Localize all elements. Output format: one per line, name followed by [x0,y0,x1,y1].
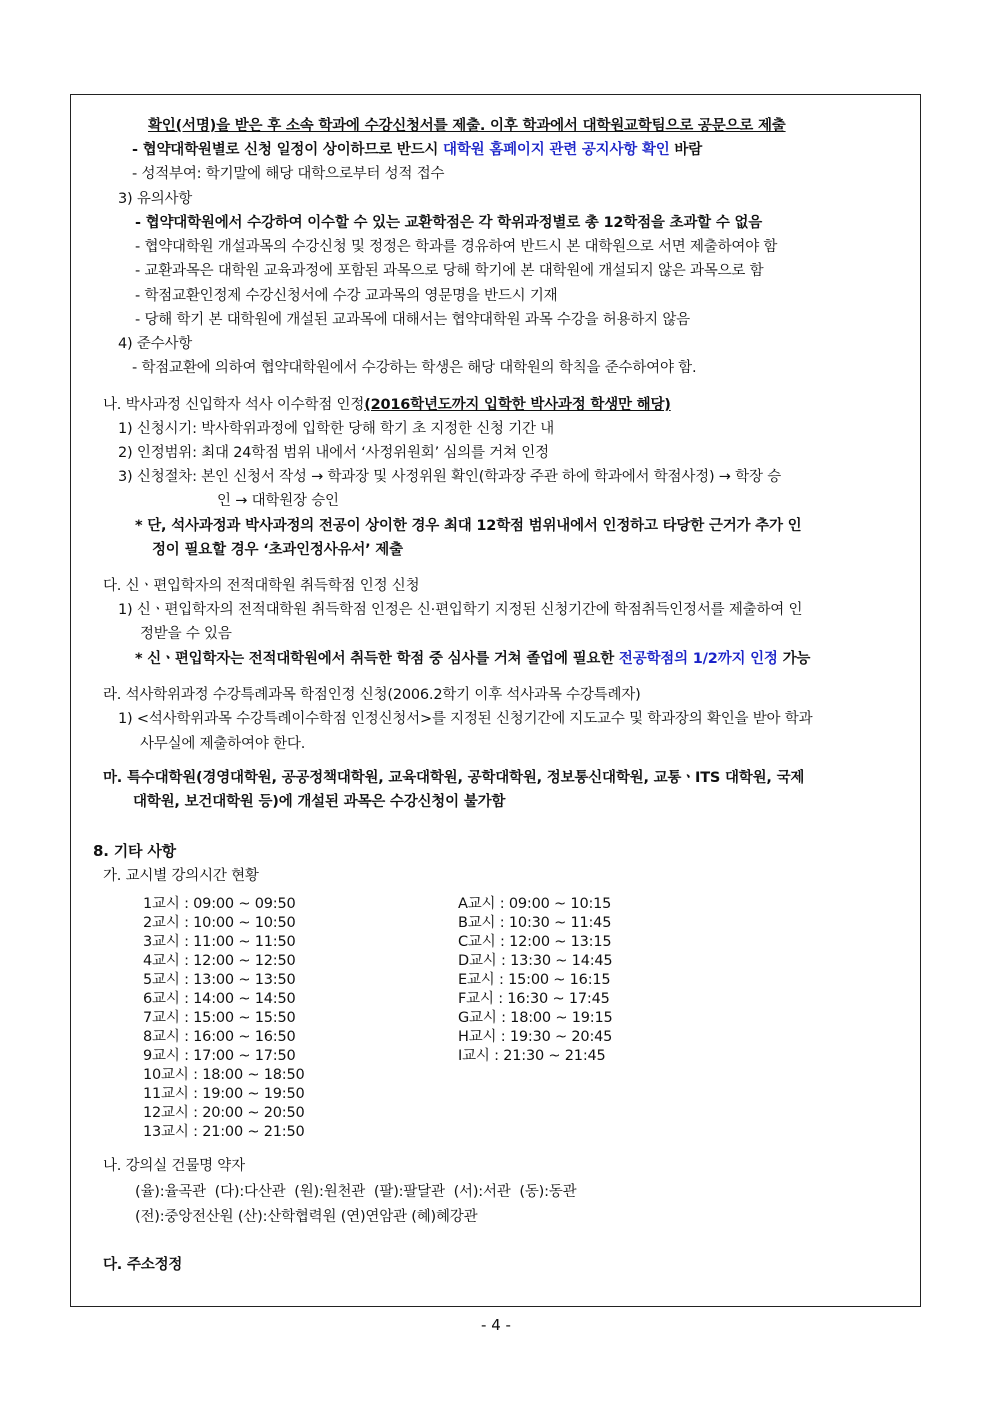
period-row: 1교시 : 09:00 ~ 09:50 [143,896,296,912]
period-row: 3교시 : 11:00 ~ 11:50 [143,934,296,950]
period-row: F교시 : 16:30 ~ 17:45 [458,991,610,1007]
line-na-star: * 단, 석사과정과 박사과정의 전공이 상이한 경우 최대 12학점 범위내에서 인정하고 타당한 근거가 추가 인 [135,518,802,534]
page-number: - 4 - [481,1316,511,1334]
line-grade: - 성적부여: 학기말에 해당 대학으로부터 성적 접수 [132,166,445,182]
section-ga-periods: 가. 교시별 강의시간 현황 [103,868,259,884]
period-column-left [143,894,305,1142]
line-note-5: - 당해 학기 본 대학원에 개설된 교과목에 대해서는 협약대학원 과목 수강을 허용하지 않음 [135,312,690,328]
line-compliance: - 학점교환에 의하여 협약대학원에서 수강하는 학생은 해당 대학원의 학칙을 준수하여야 함. [132,360,697,376]
line-da-1: 1) 신ㆍ편입학자의 전적대학원 취득학점 인정은 신·편입학기 지정된 신청기간에 학점취득인정서를 제출하여 인 [118,602,803,618]
line-buildings-1: (율):율곡관 (다):다산관 (원):원천관 (팔):팔달관 (서):서관 (동):동관 [135,1184,577,1200]
period-row: 2교시 : 10:00 ~ 10:50 [143,915,296,931]
period-row: D교시 : 13:30 ~ 14:45 [458,953,613,969]
period-row: 11교시 : 19:00 ~ 19:50 [143,1086,305,1102]
period-row: 13교시 : 21:00 ~ 21:50 [143,1124,305,1140]
section-ma: 마. 특수대학원(경영대학원, 공공정책대학원, 교육대학원, 공학대학원, 정보통신대학원, 교통ㆍITS 대학원, 국제 [103,770,805,786]
line-buildings-2: (전):중앙전산원 (산):산학협력원 (연)연암관 (혜)혜강관 [135,1209,478,1225]
period-row: B교시 : 10:30 ~ 11:45 [458,915,612,931]
line-da-1-cont: 정받을 수 있음 [140,626,232,642]
period-row: H교시 : 19:30 ~ 20:45 [458,1029,613,1045]
line-schedule-notice: - 협약대학원별로 신청 일정이 상이하므로 반드시 대학원 홈페이지 관련 공지사항 확인 바람 [132,142,703,158]
period-column-right [458,894,613,1066]
line-note-3: - 교환과목은 대학원 교육과정에 포함된 과목으로 당해 학기에 본 대학원에 개설되지 않은 과목으로 함 [135,263,764,279]
period-row: G교시 : 18:00 ~ 19:15 [458,1010,613,1026]
line-na-1: 1) 신청시기: 박사학위과정에 입학한 당해 학기 초 지정한 신청 기간 내 [118,421,555,437]
period-row: E교시 : 15:00 ~ 16:15 [458,972,611,988]
line-ra-1: 1) <석사학위과목 수강특례이수학점 인정신청서>를 지정된 신청기간에 지도교수 및 학과장의 확인을 받아 학과 [118,711,813,727]
heading-compliance: 4) 준수사항 [118,336,193,352]
section-na-buildings: 나. 강의실 건물명 약자 [103,1158,245,1174]
period-row: 9교시 : 17:00 ~ 17:50 [143,1048,296,1064]
line-na-2: 2) 인정범위: 최대 24학점 범위 내에서 ‘사정위원회’ 심의를 거쳐 인정 [118,445,549,461]
section-da-address: 다. 주소정정 [103,1257,183,1273]
period-row: 6교시 : 14:00 ~ 14:50 [143,991,296,1007]
period-row: C교시 : 12:00 ~ 13:15 [458,934,612,950]
period-row: 4교시 : 12:00 ~ 12:50 [143,953,296,969]
line-note-2: - 협약대학원 개설과목의 수강신청 및 정정은 학과를 경유하여 반드시 본 대학원으로 서면 제출하여야 함 [135,239,778,255]
line-confirm-submit: 확인(서명)을 받은 후 소속 학과에 수강신청서를 제출. 이후 학과에서 대학원교학팀으로 공문으로 제출 [148,118,786,134]
line-na-3: 3) 신청절차: 본인 신청서 작성 → 학과장 및 사정위원 확인(학과장 주관 하에 학과에서 학점사정) → 학장 승 [118,469,781,485]
line-da-star: * 신ㆍ편입학자는 전적대학원에서 취득한 학점 중 심사를 거쳐 졸업에 필요한 전공학점의 1/2까지 인정 가능 [135,651,811,667]
period-row: A교시 : 09:00 ~ 10:15 [458,896,612,912]
period-row: I교시 : 21:30 ~ 21:45 [458,1048,606,1064]
heading-misc: 8. 기타 사항 [93,842,176,860]
period-row: 5교시 : 13:00 ~ 13:50 [143,972,296,988]
period-row: 7교시 : 15:00 ~ 15:50 [143,1010,296,1026]
period-row: 10교시 : 18:00 ~ 18:50 [143,1067,305,1083]
section-na: 나. 박사과정 신입학자 석사 이수학점 인정(2016학년도까지 입학한 박사과정 학생만 해당) [103,397,671,413]
line-ra-1-cont: 사무실에 제출하여야 한다. [140,736,306,752]
line-na-star-cont: 정이 필요할 경우 ‘초과인정사유서’ 제출 [152,542,403,558]
period-row: 12교시 : 20:00 ~ 20:50 [143,1105,305,1121]
line-note-1: - 협약대학원에서 수강하여 이수할 수 있는 교환학점은 각 학위과정별로 총 12학점을 초과할 수 없음 [135,215,763,231]
section-ma-cont: 대학원, 보건대학원 등)에 개설된 과목은 수강신청이 불가함 [133,794,506,810]
section-ra: 라. 석사학위과정 수강특례과목 학점인정 신청(2006.2학기 이후 석사과목 수강특례자) [103,687,641,703]
line-note-4: - 학점교환인정제 수강신청서에 수강 교과목의 영문명을 반드시 기재 [135,288,558,304]
period-row: 8교시 : 16:00 ~ 16:50 [143,1029,296,1045]
line-na-3-cont: 인 → 대학원장 승인 [217,493,339,509]
section-da: 다. 신ㆍ편입학자의 전적대학원 취득학점 인정 신청 [103,578,420,594]
heading-notes: 3) 유의사항 [118,191,193,207]
